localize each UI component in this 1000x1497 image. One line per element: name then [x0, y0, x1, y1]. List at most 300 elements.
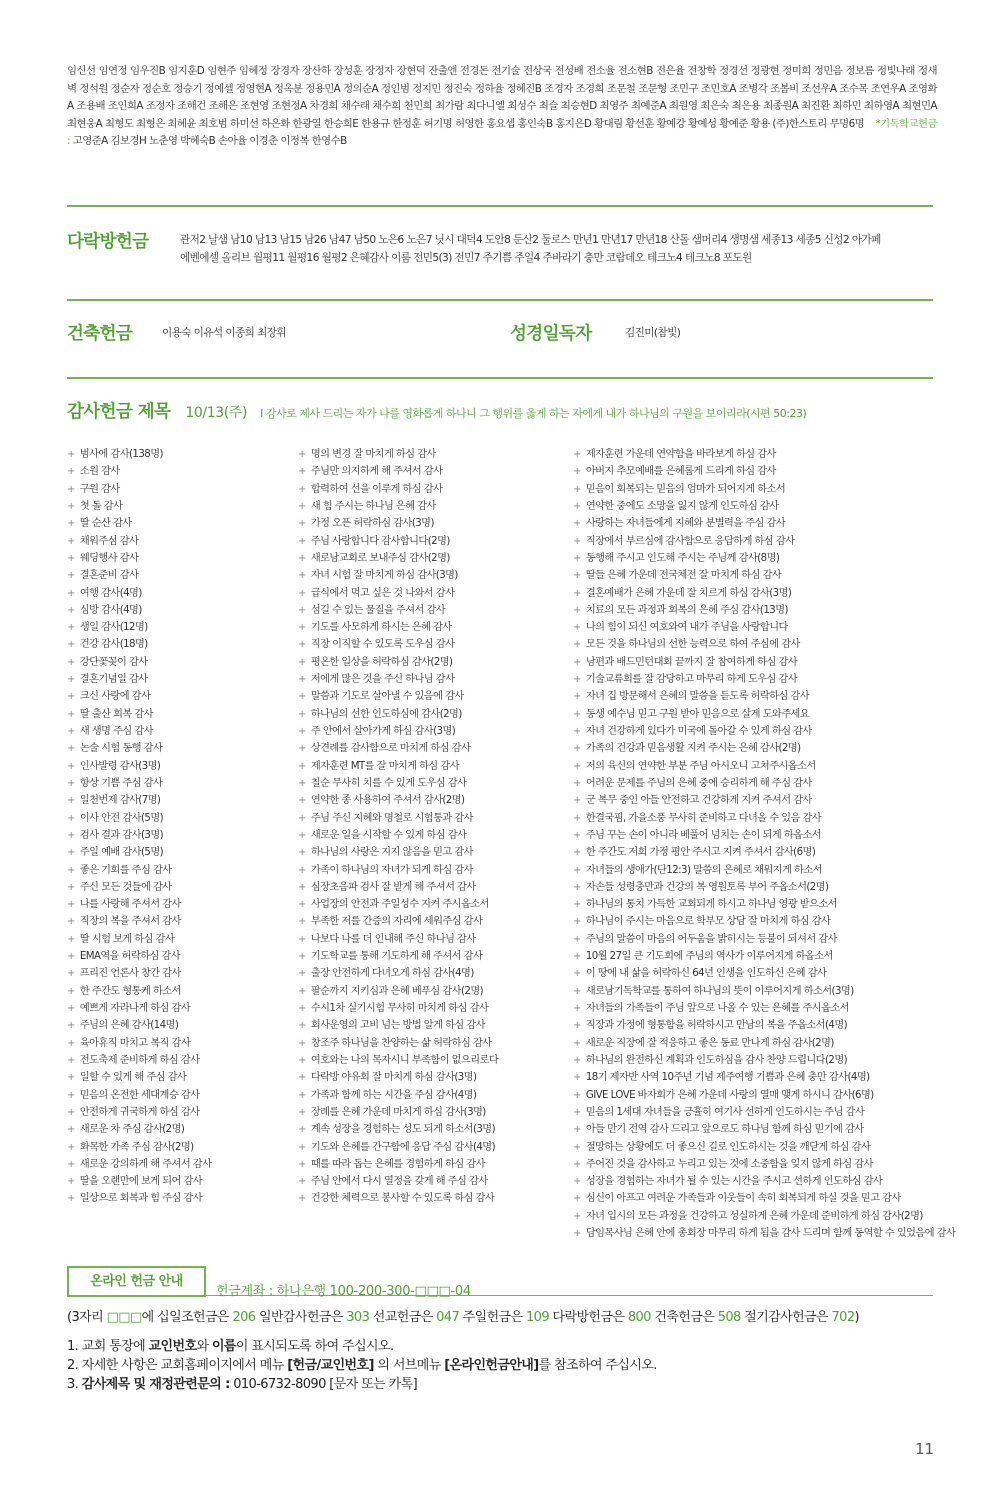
thanks-item — [67, 1121, 211, 1138]
thanks-item — [298, 862, 498, 879]
thanks-item — [67, 879, 211, 896]
plus-icon: + — [573, 1228, 581, 1240]
darakbang-list — [180, 231, 940, 267]
thanks-item-text: 주일 예배 감사(5명) — [79, 847, 164, 859]
plus-icon: + — [67, 864, 75, 876]
thanks-item — [298, 1035, 498, 1052]
plus-icon: + — [67, 1193, 75, 1205]
plus-icon: + — [298, 743, 306, 755]
thanks-item-text: 항상 기쁨 주심 감사 — [79, 777, 163, 789]
seasonal-thanks-code: 702 — [831, 1310, 855, 1325]
plus-icon: + — [573, 795, 581, 807]
thanks-item — [298, 654, 498, 671]
thanks-item — [298, 810, 498, 827]
plus-icon: + — [67, 466, 75, 478]
thanks-item — [298, 913, 498, 930]
thanks-item-text: 새로운 일을 시작할 수 있게 하심 감사 — [310, 829, 467, 841]
bible-reader-title: 성경일독자 — [510, 324, 592, 344]
thanks-item — [573, 1139, 955, 1156]
thanks-item-text: EMA역을 허락하심 감사 — [79, 951, 181, 963]
thanks-item-text: 범사에 감사(138명) — [79, 449, 163, 460]
thanks-item-text: 가족의 건강과 믿음생활 지켜 주시는 은혜 감사(2명) — [585, 743, 801, 755]
thanks-item-text: 새로운 강의하게 해 주셔서 감사 — [79, 1158, 212, 1170]
thanks-item-text: 주님 안에서 다시 열정을 갖게 해 주심 감사 — [310, 1176, 488, 1188]
plus-icon: + — [573, 760, 581, 772]
thanks-item — [67, 965, 211, 982]
codes-label: 일반감사헌금은 — [255, 1310, 347, 1325]
thanks-item-text: 급식에서 먹고 싶은 것 나와서 감사 — [310, 587, 455, 599]
plus-icon: + — [67, 639, 75, 651]
thanks-item — [298, 619, 498, 636]
darakbang-line-2: 에벤에셀 올리브 월평11 월평16 월평2 은혜감사 이룸 전민5(3) 전민7 주기쁨 주일4 주바라기 충만 코람데오 테크노4 테크노8 포도원 — [180, 252, 752, 264]
plus-icon: + — [67, 552, 75, 564]
plus-icon: + — [298, 726, 306, 737]
thanks-item — [298, 567, 498, 584]
thanks-item — [573, 1173, 955, 1190]
thanks-item — [573, 654, 955, 671]
plus-icon: + — [67, 760, 75, 772]
thanks-item-text: 인사발령 감사(3명) — [79, 760, 161, 772]
thanks-item — [67, 636, 211, 653]
plus-icon: + — [67, 1106, 75, 1118]
plus-icon: + — [298, 847, 306, 859]
thanks-item — [298, 688, 498, 705]
codes-label: 선교헌금은 — [369, 1310, 437, 1325]
thanks-item — [67, 654, 211, 671]
thanks-item-text: 한결국핌, 가을소풍 무사히 준비하고 다녀올 수 있음 감사 — [585, 812, 822, 824]
plus-icon: + — [573, 1193, 581, 1205]
thanks-item-text: 기도를 사모하게 하시는 은혜 감사 — [310, 622, 452, 634]
divider — [67, 205, 933, 207]
thanks-item — [67, 1156, 211, 1173]
darakbang-line-1: 관저2 날샘 남10 남13 남15 남26 남47 남50 노은6 노은7 닛시 대덕4 도안8 둔산2 둘로스 만년1 만년17 만년18 산돌 샘머리4 생명샘 세종13 세종5 신성2 아가페 — [180, 234, 881, 246]
thanks-item-text: 딸 순산 감사 — [79, 518, 132, 530]
thanks-item-text: 회사운영의 고비 넘는 방법 알게 하심 감사 — [310, 1020, 485, 1032]
thanks-item — [67, 533, 211, 550]
plus-icon: + — [67, 570, 75, 582]
thanks-item-text: 기술교류회를 잘 감당하고 마무리 하게 도우심 감사 — [585, 674, 798, 686]
plus-icon: + — [298, 829, 306, 841]
thanks-item — [573, 1104, 955, 1121]
plus-icon: + — [298, 1106, 306, 1118]
plus-icon: + — [67, 777, 75, 789]
thanks-item — [573, 585, 955, 602]
thanks-item — [573, 810, 955, 827]
thanks-item-text: 화목한 가족 주심 감사(2명) — [79, 1141, 194, 1153]
thanks-item — [573, 671, 955, 688]
thanks-item — [67, 913, 211, 930]
thanks-item-text: 섬길 수 있는 물질을 주셔서 감사 — [310, 604, 446, 616]
thanks-item-text: 딸 출산 회복 감사 — [79, 708, 153, 720]
plus-icon: + — [573, 743, 581, 755]
thanks-item-text: 한 주간도 저희 가정 평안 주시고 지켜 주셔서 감사(6명) — [585, 847, 816, 859]
plus-icon: + — [298, 639, 306, 651]
thanks-item-text: 합력하여 선을 이루게 하심 감사 — [310, 483, 443, 495]
thanks-item — [67, 1069, 211, 1086]
thanks-item-text: 자녀들의 가족들이 주님 앞으로 나올 수 있는 은혜를 주시옵소서 — [585, 1003, 849, 1014]
thanks-item-text: 딸을 오랜만에 보게 되어 감사 — [79, 1176, 203, 1188]
thanks-item-text: 사업장의 안전과 주일성수 지켜 주시옵소서 — [310, 899, 489, 911]
codes-open: (3자리 — [67, 1310, 107, 1325]
thanks-item-text: 나를 사랑해 주셔서 감사 — [79, 899, 181, 911]
plus-icon: + — [67, 726, 75, 737]
plus-icon: + — [573, 500, 581, 512]
plus-icon: + — [573, 726, 581, 737]
plus-icon: + — [573, 812, 581, 824]
codes-label: 에 십일조헌금은 — [141, 1310, 233, 1325]
thanks-item-text: 직장의 복을 주셔서 감사 — [79, 916, 181, 928]
thanks-item — [573, 1208, 955, 1225]
thanks-item — [298, 792, 498, 809]
plus-icon: + — [573, 639, 581, 651]
thanks-item-text: 일상으로 회복과 힘 주심 감사 — [79, 1193, 203, 1205]
thanks-item-text: 부족한 저를 간증의 자리에 세워주심 감사 — [310, 916, 483, 928]
plus-icon: + — [573, 622, 581, 634]
thanks-item-text: 하나님의 사랑은 지지 않음을 믿고 감사 — [310, 847, 473, 859]
thanks-item-text: 출장 안전하게 다녀오게 하심 감사(4명) — [310, 968, 474, 980]
thanks-item — [573, 1035, 955, 1052]
plus-icon: + — [298, 535, 306, 547]
thanks-item — [67, 585, 211, 602]
thanks-item-text: 심신이 아프고 여려운 가족들과 이웃들이 속히 회복되게 하실 것을 믿고 감사 — [585, 1193, 901, 1205]
thanks-item — [67, 948, 211, 965]
plus-icon: + — [67, 500, 75, 512]
thanks-item — [67, 481, 211, 498]
thanks-item-text: 연약한 중에도 소망을 잃지 않게 인도하심 감사 — [585, 500, 779, 512]
thanks-item-text: 논술 시험 동행 감사 — [79, 743, 163, 755]
thanks-item — [573, 792, 955, 809]
thanks-item-text: 직장과 가정에 형통함을 허락하시고 만남의 복을 주옵소서(4명) — [585, 1020, 848, 1032]
plus-icon: + — [67, 951, 75, 963]
thanks-item-text: 기도와 은혜를 간구함에 응답 주심 감사(4명) — [310, 1141, 496, 1153]
thanks-item-text: 하나님이 주시는 마음으로 학부모 상담 잘 마치게 하심 감사 — [585, 916, 831, 928]
thanks-item-text: 제자훈련 MT를 잘 마치게 하심 감사 — [310, 760, 459, 772]
plus-icon: + — [573, 552, 581, 564]
thanks-item-text: 18기 제자반 사역 10주년 기념 제주여행 기쁨과 은혜 충만 감사(4명) — [585, 1072, 870, 1084]
thanks-item-text: 자손들 성령충만과 건강의 복 영원토록 부어 주옵소서(2명) — [585, 881, 829, 893]
plus-icon: + — [298, 587, 306, 599]
thanks-item-text: 채워주심 감사 — [79, 535, 139, 547]
plus-icon: + — [67, 1037, 75, 1049]
plus-icon: + — [298, 449, 306, 460]
thanks-item-text: 이사 안전 감사(5명) — [79, 812, 164, 824]
thanks-item — [573, 1052, 955, 1069]
building-code: 508 — [717, 1310, 741, 1325]
thanks-item — [67, 983, 211, 1000]
christian-school-label: *기독학교헌금 : — [67, 117, 938, 148]
thanks-item — [298, 740, 498, 757]
thanks-item — [67, 1052, 211, 1069]
bible-reader-names: 김진미(참빛) — [625, 327, 681, 339]
plus-icon: + — [573, 1158, 581, 1170]
plus-icon: + — [67, 674, 75, 686]
thanks-item-text: 가정 오픈 허락하심 감사(3명) — [310, 518, 434, 530]
thanks-item-text: 어려운 문제를 주님의 은혜 중에 승리하게 해 주심 감사 — [585, 777, 812, 789]
plus-icon: + — [67, 795, 75, 807]
thanks-item — [298, 1139, 498, 1156]
thanks-item-text: 여행 감사(4명) — [79, 587, 142, 599]
thanks-item — [573, 948, 955, 965]
plus-icon: + — [573, 483, 581, 495]
thanks-item — [298, 983, 498, 1000]
plus-icon: + — [298, 518, 306, 530]
thanks-item-text: 결혼기념일 감사 — [79, 674, 148, 686]
thanks-item-text: 일할 수 있게 해 주심 감사 — [79, 1072, 187, 1084]
thanks-item-text: 주님 사랑합니다 감사합니다(2명) — [310, 535, 450, 547]
plus-icon: + — [67, 708, 75, 720]
thanks-item — [298, 706, 498, 723]
thanks-item-text: 연약한 종 사용하여 주셔서 감사(2명) — [310, 795, 465, 807]
thanks-item — [573, 862, 955, 879]
plus-icon: + — [573, 1089, 581, 1101]
plus-icon: + — [573, 518, 581, 530]
plus-icon: + — [298, 466, 306, 478]
donor-names-text: 임신선 임연정 임우진B 임지훈D 임현주 임혜정 장경자 장산하 장성훈 장정자 장현덕 잔출엔 전경돈 전기술 전상국 전성배 전소율 전소현B 전은율 전창학 정경선 정광현 정미희 정민음 정보름 정빛나래 정새벽 정석원 정순자 정순호 정승기 정예셀 정영현A 정옥분 정용민A 정의순A 정인범 정지민 정진숙 정하율 정혜진B 조경자 조경희 조문철 조문형 조민구 조민호A 조병각 조봄비 조선우A 조수목 조연우A 조영화A 조용배 조인희A 조정자 조해건 조해은 조현영 조현정A 차경희 채수래 채수희 천민희 최가람 최다니엘 최성수 최슬 최승현D 최영주 최예준A 최원영 최은숙 최은용 최종원A 최진환 최하민 최하영A 최현민A 최현웅A 최형도 최형은 최혜윤 최호범 하미선 하은화 한광열 한승희E 한용규 한정훈 허기명 허영한 홍요셉 홍인숙B 홍지은D 황대림 황선훈 황예강 황예성 황예준 황용 (주)한스토리 무명6명 — [67, 65, 937, 130]
thanks-item — [298, 446, 498, 463]
plus-icon: + — [67, 743, 75, 755]
plus-icon: + — [298, 1089, 306, 1101]
plus-icon: + — [298, 812, 306, 824]
thanks-item-text: 새로운 직장에 잘 적응하고 좋은 동료 만나게 하심 감사(2명) — [585, 1037, 834, 1049]
plus-icon: + — [67, 899, 75, 911]
thanks-item — [573, 550, 955, 567]
plus-icon: + — [573, 1003, 581, 1014]
plus-icon: + — [298, 1158, 306, 1170]
plus-icon: + — [67, 916, 75, 928]
thanks-item-text: 일천번제 감사(7명) — [79, 795, 161, 807]
thanks-item-text: 믿음의 1세대 자녀들을 긍휼히 여기사 선하게 인도하시는 주님 감사 — [585, 1106, 865, 1118]
thanks-item-text: 좋은 기회를 주심 감사 — [79, 864, 172, 876]
plus-icon: + — [573, 1072, 581, 1084]
plus-icon: + — [298, 881, 306, 893]
thanks-item-text: 믿음의 온전한 세대계승 감사 — [79, 1089, 200, 1101]
thanks-item — [573, 931, 955, 948]
thanks-item — [67, 463, 211, 480]
thanks-item — [573, 1087, 955, 1104]
thanks-item — [573, 636, 955, 653]
plus-icon: + — [67, 985, 75, 997]
thanks-item — [573, 913, 955, 930]
thanks-item-text: 결혼준비 감사 — [79, 570, 139, 582]
thanks-item — [67, 1173, 211, 1190]
thanks-item-text: 장례를 은혜 가운데 마치게 하심 감사(3명) — [310, 1106, 486, 1118]
plus-icon: + — [573, 1054, 581, 1066]
thanks-item-text: 수시1차 실기시험 무사히 마치게 하심 감사 — [310, 1003, 489, 1014]
plus-icon: + — [573, 1210, 581, 1222]
thanks-item — [67, 740, 211, 757]
plus-icon: + — [67, 604, 75, 616]
plus-icon: + — [573, 951, 581, 963]
thanks-item — [298, 723, 498, 740]
plus-icon: + — [573, 587, 581, 599]
thanks-item — [67, 498, 211, 515]
thanks-item — [67, 567, 211, 584]
thanks-item — [298, 602, 498, 619]
plus-icon: + — [67, 449, 75, 460]
codes-label: 절기감사헌금은 — [740, 1310, 832, 1325]
plus-icon: + — [298, 1124, 306, 1136]
thanks-item — [67, 775, 211, 792]
thanks-item — [573, 758, 955, 775]
thanks-item-text: 동행해 주시고 인도해 주시는 주님께 감사(8명) — [585, 552, 780, 564]
thanks-item-text: GIVE LOVE 바자회가 은혜 가운데 사랑의 열매 맺게 하시니 감사(6명) — [585, 1089, 874, 1101]
thanks-item-text: 프리진 언론사 창간 감사 — [79, 968, 181, 980]
thanks-item-text: 자녀 입시의 모든 과정을 건강하고 성실하게 은혜 가운데 준비하게 하심 감사(2명) — [585, 1210, 923, 1222]
thanks-item — [298, 1173, 498, 1190]
thanks-item — [573, 965, 955, 982]
thanks-item-text: 직장에서 부르심에 감사함으로 응답하게 하심 감사 — [585, 535, 795, 547]
thanks-item-text: 절망하는 상황에도 더 좋으신 길로 인도하시는 것을 깨닫게 하심 감사 — [585, 1141, 871, 1153]
thanks-item-text: 주 안에서 살아가게 하심 감사(3명) — [310, 726, 456, 737]
thanks-item — [573, 775, 955, 792]
codes-close: ) — [854, 1310, 859, 1325]
thanks-item — [67, 758, 211, 775]
plus-icon: + — [573, 829, 581, 841]
plus-icon: + — [67, 622, 75, 634]
plus-icon: + — [67, 691, 75, 703]
plus-icon: + — [573, 1141, 581, 1153]
thanks-item-text: 생일 감사(12명) — [79, 622, 148, 634]
plus-icon: + — [573, 570, 581, 582]
plus-icon: + — [573, 899, 581, 911]
page-number: 11 — [915, 1440, 935, 1458]
plus-icon: + — [298, 500, 306, 512]
thanks-item-text: 이 땅에 내 삶을 허락하신 64년 인생을 인도하신 은혜 감사 — [585, 968, 827, 980]
thanks-item-text: 나의 힘이 되신 여호와여 내가 주님을 사랑합니다 — [585, 622, 788, 634]
thanks-item-text: 구원 감사 — [79, 483, 120, 495]
donor-names — [67, 63, 937, 151]
plus-icon: + — [67, 1141, 75, 1153]
thanks-item-text: 주님 꾸는 손이 아니라 베풀어 넘치는 손이 되게 하옵소서 — [585, 829, 822, 841]
thanks-item — [573, 567, 955, 584]
thanks-item — [298, 1000, 498, 1017]
building-names: 이용숙 이유석 이종희 최장휘 — [162, 327, 286, 339]
thanks-item — [573, 1017, 955, 1034]
plus-icon: + — [67, 535, 75, 547]
thanks-item-text: 주님의 말씀이 마음의 어두움을 밝히시는 등불이 되셔서 감사 — [585, 933, 837, 945]
thanks-item — [298, 671, 498, 688]
thanks-item-text: 10월 27일 큰 기도회에 주님의 역사가 이루어지게 하옵소서 — [585, 951, 833, 963]
plus-icon: + — [298, 656, 306, 668]
plus-icon: + — [298, 622, 306, 634]
thanks-item — [67, 671, 211, 688]
thanks-item — [67, 1017, 211, 1034]
plus-icon: + — [573, 777, 581, 789]
thanks-item — [67, 446, 211, 463]
thanks-item — [573, 896, 955, 913]
thanks-date: 10/13(주) — [185, 405, 248, 421]
thanks-item — [298, 1069, 498, 1086]
thanks-item-text: 딸들 은혜 가운데 전국체전 잘 마치게 하심 감사 — [585, 570, 782, 582]
divider — [67, 377, 933, 379]
thanks-item-text: 크신 사랑에 감사 — [79, 691, 151, 703]
thanks-item — [573, 1156, 955, 1173]
thanks-item — [67, 844, 211, 861]
thanks-item-text: 첫 돌 감사 — [79, 500, 123, 512]
plus-icon: + — [298, 483, 306, 495]
thanks-item-text: 새로남교회로 보내주심 감사(2명) — [310, 552, 450, 564]
thanks-item — [298, 463, 498, 480]
building-title: 건축헌금 — [67, 324, 133, 344]
thanks-item — [298, 775, 498, 792]
thanks-column-1 — [67, 446, 211, 1208]
thanks-item-text: 때를 따라 돕는 은혜를 경험하게 하심 감사 — [310, 1158, 485, 1170]
thanks-item-text: 하나님의 선한 인도하심에 감사(2명) — [310, 708, 462, 720]
thanks-item — [67, 1190, 211, 1207]
thanks-item — [573, 827, 955, 844]
divider — [67, 299, 933, 301]
thanks-item — [67, 515, 211, 532]
thanks-item — [573, 688, 955, 705]
plus-icon: + — [573, 449, 581, 460]
thanks-item-text: 예쁘게 자라나게 하심 감사 — [79, 1003, 191, 1014]
thanks-item — [573, 740, 955, 757]
thanks-item-text: 믿음이 회복되는 믿음의 엄마가 되어지게 하소서 — [585, 483, 786, 495]
thanks-item — [298, 844, 498, 861]
thanks-item — [67, 1139, 211, 1156]
thanks-item-text: 상견례를 감사함으로 마치게 하심 감사 — [310, 743, 471, 755]
plus-icon: + — [573, 1106, 581, 1118]
thanks-item — [573, 879, 955, 896]
thanks-item — [298, 896, 498, 913]
thanks-item-text: 주님만 의지하게 해 주셔서 감사 — [310, 466, 443, 478]
thanks-item — [573, 498, 955, 515]
thanks-item-text: 전도축제 준비하게 하심 감사 — [79, 1054, 200, 1066]
thanks-item — [298, 1052, 498, 1069]
plus-icon: + — [298, 760, 306, 772]
plus-icon: + — [67, 518, 75, 530]
plus-icon: + — [573, 881, 581, 893]
plus-icon: + — [573, 1176, 581, 1188]
thanks-item-text: 성장을 경험하는 자녀가 될 수 있는 시간을 주시고 선하게 인도하심 감사 — [585, 1176, 883, 1188]
note-2: 2. 자세한 사항은 교회홈페이지에서 메뉴 [헌금/교인번호] 의 서브메뉴 [온라인헌금안내]를 참조하여 주십시오. — [67, 1358, 657, 1373]
note-3: 3. 감사제목 및 재정관련문의 : 010-6732-8090 [문자 또는 카톡] — [67, 1377, 418, 1392]
thanks-item-text: 가족과 함께 하는 시간을 주심 감사(4명) — [310, 1089, 477, 1101]
plus-icon: + — [573, 708, 581, 720]
thanks-item — [573, 515, 955, 532]
thanks-item — [67, 602, 211, 619]
plus-icon: + — [573, 1037, 581, 1049]
thanks-item — [298, 1156, 498, 1173]
thanks-item — [573, 983, 955, 1000]
plus-icon: + — [573, 847, 581, 859]
thanks-item — [67, 706, 211, 723]
thanks-item-text: 심장초음파 검사 잘 받게 해 주셔서 감사 — [310, 881, 476, 893]
thanks-item-text: 하나님의 완전하신 계획과 인도하심을 감사 찬양 드립니다(2명) — [585, 1054, 848, 1066]
thanks-item-text: 나보다 나를 더 인내해 주신 하나님 감사 — [310, 933, 476, 945]
thanks-item — [67, 723, 211, 740]
thanks-item-text: 안전하게 귀국하게 하심 감사 — [79, 1106, 200, 1118]
thanks-item-text: 자녀 시험 잘 마치게 하심 감사(3명) — [310, 570, 458, 582]
thanks-item — [298, 585, 498, 602]
thanks-item-text: 자녀들의 생애가(단12:3) 말씀의 은혜로 채워지게 하소서 — [585, 864, 822, 876]
thanks-item-text: 저의 육신의 연약한 부분 주님 아시오니 고쳐주시옵소서 — [585, 760, 816, 772]
thanks-item-text: 자녀 건강하게 있다가 미국에 돌아갈 수 있게 하심 감사 — [585, 726, 812, 737]
thanks-item-text: 아들 만기 전역 감사 드리고 앞으로도 하나님 함께 하심 믿기에 감사 — [585, 1124, 864, 1136]
plus-icon: + — [67, 933, 75, 945]
plus-icon: + — [67, 587, 75, 599]
plus-icon: + — [298, 985, 306, 997]
thanks-item — [298, 533, 498, 550]
thanks-header — [67, 398, 937, 423]
plus-icon: + — [573, 985, 581, 997]
thanks-item-text: 주님 주신 지혜와 명철로 시험통과 감사 — [310, 812, 473, 824]
thanks-item-text: 강단꽃꽂이 감사 — [79, 656, 148, 668]
darakbang-code: 800 — [627, 1310, 651, 1325]
thanks-item — [573, 1069, 955, 1086]
thanks-item-text: 주님의 은혜 감사(14명) — [79, 1020, 179, 1032]
online-offering-label: 온라인 헌금 안내 — [67, 1266, 206, 1297]
